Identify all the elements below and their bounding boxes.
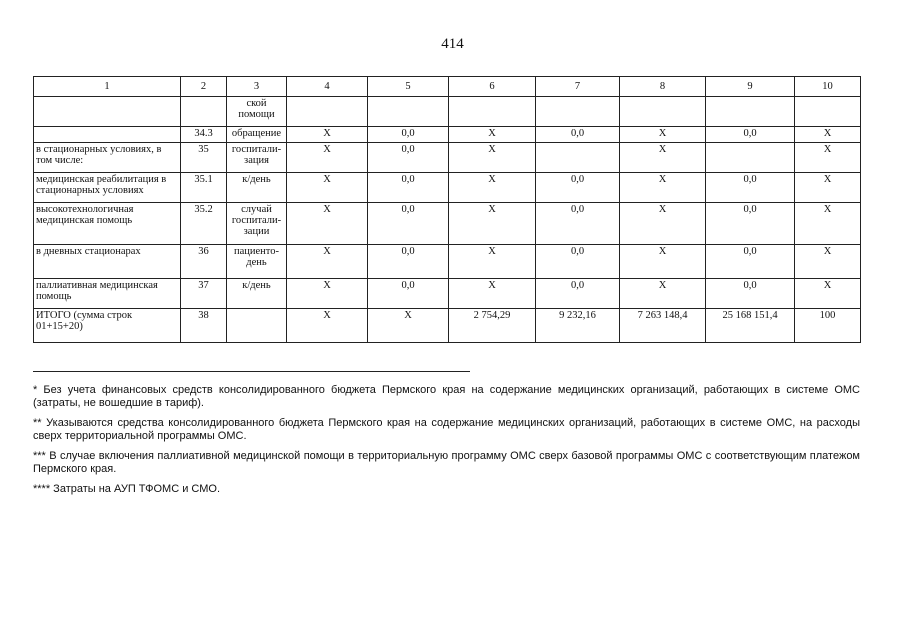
table-cell: X [287, 279, 368, 309]
table-cell: X [620, 203, 706, 245]
table-cell: X [287, 173, 368, 203]
table-cell: 0,0 [706, 245, 795, 279]
column-header-cell: 2 [181, 77, 227, 97]
table-cell: X [287, 127, 368, 143]
table-cell [34, 97, 181, 127]
table-cell: X [620, 127, 706, 143]
table-cell: X [368, 309, 449, 343]
table-cell: 34.3 [181, 127, 227, 143]
column-header-cell: 5 [368, 77, 449, 97]
column-header-cell: 6 [449, 77, 536, 97]
column-header-cell: 8 [620, 77, 706, 97]
table-cell: в дневных стационарах [34, 245, 181, 279]
table-cell: X [449, 203, 536, 245]
table-cell: 9 232,16 [536, 309, 620, 343]
table-cell [34, 127, 181, 143]
table-cell: 0,0 [536, 173, 620, 203]
table-cell: X [287, 309, 368, 343]
table-cell: X [620, 143, 706, 173]
table-cell [706, 97, 795, 127]
table-cell [795, 97, 861, 127]
table-cell [287, 97, 368, 127]
table-cell [536, 97, 620, 127]
table-cell: X [449, 245, 536, 279]
table-row [34, 127, 861, 143]
table-cell: к/день [227, 173, 287, 203]
table-cell: X [287, 143, 368, 173]
table-cell: 100 [795, 309, 861, 343]
table-cell [181, 97, 227, 127]
table-cell: ИТОГО (сумма строк 01+15+20) [34, 309, 181, 343]
column-header-cell: 7 [536, 77, 620, 97]
table-cell: высокотехнологичная медицинская помощь [34, 203, 181, 245]
page-number: 414 [441, 36, 464, 52]
table-cell: паллиативная медицинская помощь [34, 279, 181, 309]
table-cell: 0,0 [536, 127, 620, 143]
table-cell [536, 143, 620, 173]
table-cell: 0,0 [368, 127, 449, 143]
table-cell: 0,0 [368, 279, 449, 309]
table-cell: обращение [227, 127, 287, 143]
table-cell: X [449, 143, 536, 173]
table-cell: X [795, 127, 861, 143]
table-cell: X [287, 245, 368, 279]
table-cell: X [795, 143, 861, 173]
table-cell: 0,0 [706, 173, 795, 203]
column-header-cell: 1 [34, 77, 181, 97]
column-header-cell: 9 [706, 77, 795, 97]
table-row [34, 245, 861, 279]
table-cell: 0,0 [368, 173, 449, 203]
footnote-4: **** Затраты на АУП ТФОМС и СМО. [33, 483, 221, 495]
table-cell: X [449, 127, 536, 143]
table-row [34, 97, 861, 127]
table-cell: 0,0 [706, 279, 795, 309]
table-cell: 0,0 [536, 203, 620, 245]
footnote-2: ** Указываются средства консолидированного бюджета Пермского края на содержание медицинских организаций, работающих в системе ОМС, на расходы сверх территориальной программы ОМС. [33, 417, 860, 442]
table-row [34, 279, 861, 309]
table-cell: 0,0 [368, 203, 449, 245]
table-cell: 25 168 151,4 [706, 309, 795, 343]
table-cell: 0,0 [706, 203, 795, 245]
table-row [34, 143, 861, 173]
table-cell: X [795, 173, 861, 203]
table-cell: X [449, 279, 536, 309]
table-cell: 35.2 [181, 203, 227, 245]
table-cell: госпитали-зация [227, 143, 287, 173]
footnote-separator [33, 371, 470, 372]
table-cell: пациенто-день [227, 245, 287, 279]
table-cell: 35 [181, 143, 227, 173]
table-cell: 0,0 [536, 279, 620, 309]
table-cell [227, 309, 287, 343]
table-row [34, 309, 861, 343]
table-cell: 35.1 [181, 173, 227, 203]
column-header-cell: 4 [287, 77, 368, 97]
table-cell: X [795, 245, 861, 279]
table-cell: медицинская реабилитация в стационарных условиях [34, 173, 181, 203]
table-cell: к/день [227, 279, 287, 309]
table-cell: 2 754,29 [449, 309, 536, 343]
table-cell: 0,0 [368, 143, 449, 173]
table-cell: 37 [181, 279, 227, 309]
table-header-row [34, 77, 861, 97]
table-cell: 0,0 [706, 127, 795, 143]
table-cell: X [287, 203, 368, 245]
table-cell: 36 [181, 245, 227, 279]
table-cell: ской помощи [227, 97, 287, 127]
table-row [34, 173, 861, 203]
table-cell: в стационарных условиях, в том числе: [34, 143, 181, 173]
expenditure-table [33, 76, 861, 343]
table-cell [368, 97, 449, 127]
column-header-cell: 10 [795, 77, 861, 97]
table-cell: X [449, 173, 536, 203]
table-cell: X [795, 203, 861, 245]
column-header-cell: 3 [227, 77, 287, 97]
table-cell: X [620, 173, 706, 203]
table-cell: X [795, 279, 861, 309]
table-cell [706, 143, 795, 173]
footnote-3: *** В случае включения паллиативной медицинской помощи в территориальную программу ОМС сверх базовой программы ОМС с соответствующим платежом Пермского края. [33, 450, 860, 475]
table-cell: X [620, 245, 706, 279]
table-cell: 0,0 [536, 245, 620, 279]
table-cell: 7 263 148,4 [620, 309, 706, 343]
table-cell: 38 [181, 309, 227, 343]
table-row [34, 203, 861, 245]
table-cell [620, 97, 706, 127]
table-cell: случай госпитали-зации [227, 203, 287, 245]
footnote-1: * Без учета финансовых средств консолидированного бюджета Пермского края на содержание медицинских организаций, работающих в системе ОМС (затраты, не вошедшие в тариф). [33, 384, 860, 409]
table-cell: X [620, 279, 706, 309]
table-cell: 0,0 [368, 245, 449, 279]
footnotes [33, 384, 860, 503]
table-cell [449, 97, 536, 127]
